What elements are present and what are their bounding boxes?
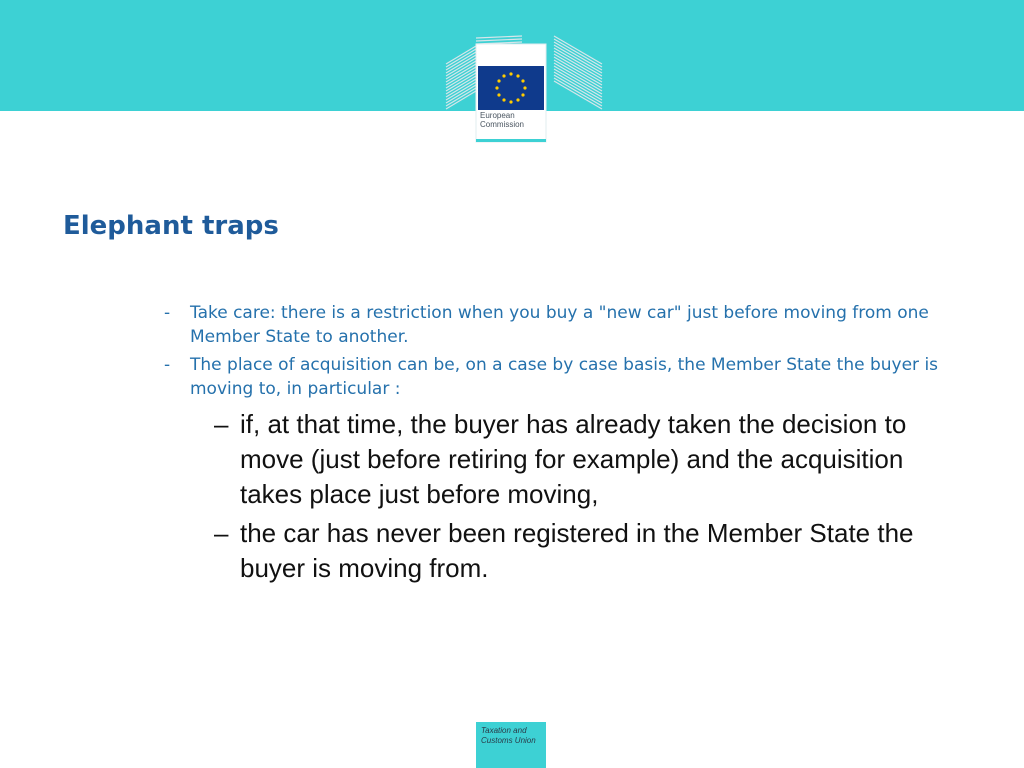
bullet-dash: - [164, 303, 171, 323]
sub-bullet-text: the car has never been registered in the Member State the buyer is moving from. [240, 518, 914, 583]
bullet-item [160, 353, 960, 586]
logo-wordmark [480, 111, 524, 129]
sub-bullet-list [190, 407, 960, 586]
sub-bullet-item [190, 407, 970, 512]
bullet-list [160, 301, 960, 590]
bullet-dash: - [164, 355, 171, 375]
bullet-text: Take care: there is a restriction when you buy a "new car" just before moving from one Member State to another. [190, 303, 929, 347]
bullet-text: The place of acquisition can be, on a case by case basis, the Member State the buyer is moving to, in particular : [190, 355, 939, 399]
sub-bullet-item [190, 516, 970, 586]
logo-line-1: European [480, 111, 515, 120]
footer-badge [476, 722, 546, 768]
logo-line-2: Commission [480, 120, 525, 129]
bullet-item [160, 301, 960, 349]
footer-line-2: Customs Union [481, 736, 536, 745]
slide-title: Elephant traps [63, 211, 279, 241]
sub-bullet-dash: – [214, 409, 229, 439]
footer-line-1: Taxation and [481, 726, 527, 735]
footer-text [481, 726, 536, 746]
sub-bullet-text: if, at that time, the buyer has already taken the decision to move (just before retiring for example) and the acquisition takes place just before moving, [240, 409, 907, 509]
sub-bullet-dash: – [214, 518, 229, 548]
european-commission-logo [444, 34, 604, 144]
